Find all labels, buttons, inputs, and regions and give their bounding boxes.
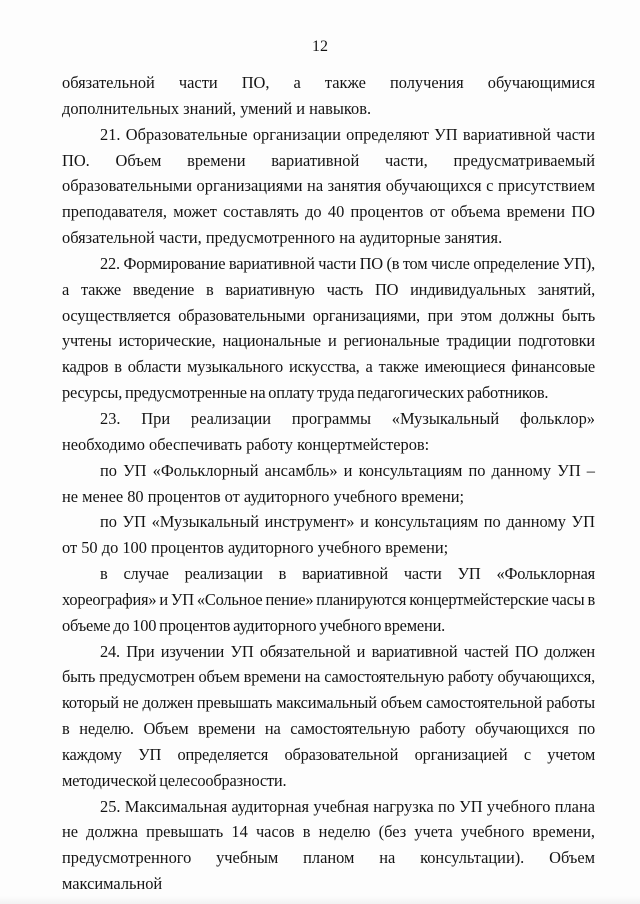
paragraph-22: 22. Формирование вариативной части ПО (в том числе определение УП), а также введение в вариативную часть ПО индивидуальных занятий, осуществляется образовательными организациями, при этом должны быть учтены исторические, национальные и региональные традиции подготовки кадров в области музыкального искусства, а также имеющиеся финансовые ресурсы, предусмотренные на оплату труда педагогических работников. (62, 253, 595, 403)
document-body (62, 70, 595, 897)
paragraph-25: 25. Максимальная аудиторная учебная нагрузка по УП учебного плана не должна превышать 14 часов в неделю (без учета учебного времени, предусмотренного учебным планом на консультации). Объем максимальной (62, 796, 595, 894)
paragraph-23-item-ensemble: по УП «Фольклорный ансамбль» и консультациям по данному УП – не менее 80 процентов от аудиторного учебного времени; (62, 460, 595, 506)
paragraph-23: 23. При реализации программы «Музыкальный фольклор» необходимо обеспечивать работу концертмейстеров: (62, 408, 595, 454)
paragraph-continuation: обязательной части ПО, а также получения обучающимися дополнительных знаний, умений и навыков. (62, 73, 595, 118)
paragraph-23-item-variative: в случае реализации в вариативной части УП «Фольклорная хореография» и УП «Сольное пение» планируются концертмейстерские часы в объеме до 100 процентов аудиторного учебного времени. (62, 564, 595, 635)
scan-edge (0, 896, 640, 904)
page-number: 12 (312, 38, 328, 55)
paragraph-21: 21. Образовательные организации определяют УП вариативной части ПО. Объем времени вариативной части, предусматриваемый образовательными организациями на занятия обучающихся с присутствием преподавателя, может составлять до 40 процентов от объема времени ПО обязательной части, предусмотренного на аудиторные занятия. (62, 124, 595, 248)
paragraph-24: 24. При изучении УП обязательной и вариативной частей ПО должен быть предусмотрен объем времени на самостоятельную работу обучающихся, который не должен превышать максимальный объем самостоятельной работы в неделю. Объем времени на самостоятельную работу обучающихся по каждому УП определяется образовательной организацией с учетом методической целесообразности. (62, 641, 595, 790)
paragraph-23-item-instrument: по УП «Музыкальный инструмент» и консультациям по данному УП от 50 до 100 процентов аудиторного учебного времени; (62, 512, 595, 558)
